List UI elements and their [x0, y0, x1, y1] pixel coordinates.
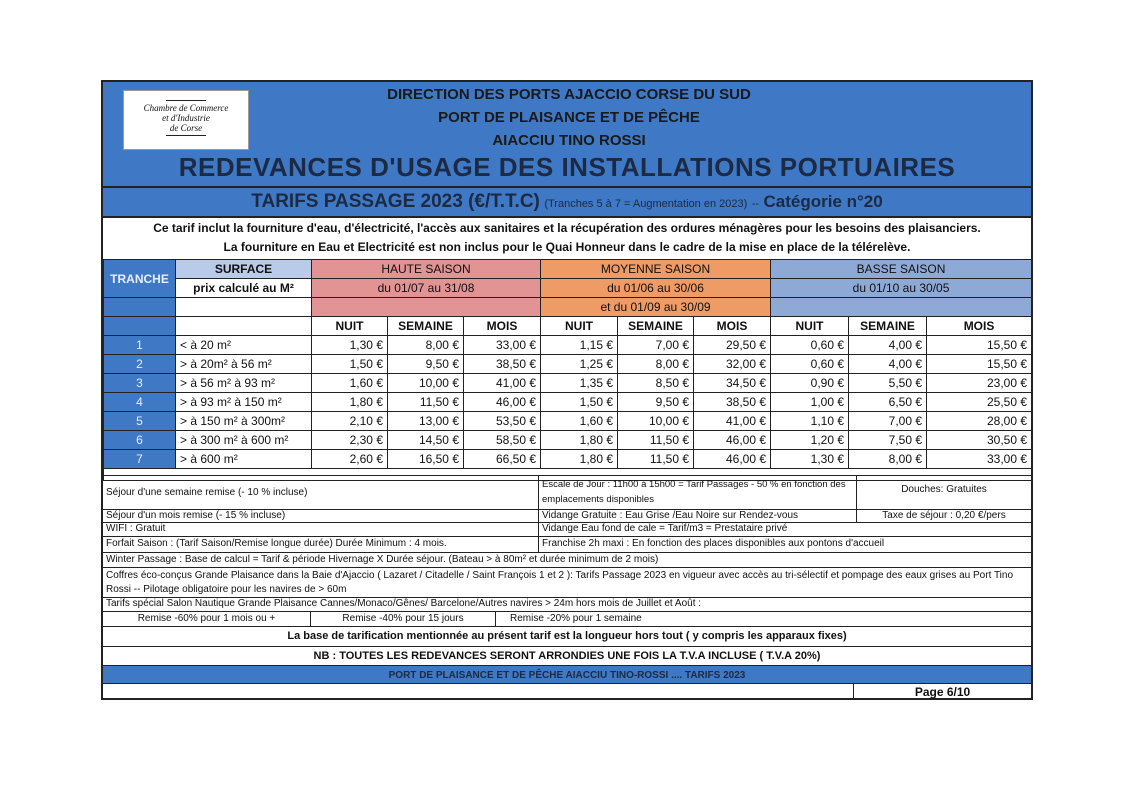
surface-header: SURFACE: [176, 260, 312, 279]
note-escale: Escale de Jour : 11h00 à 15h00 = Tarif Passages - 50 % en fonction des emplacements disponibles: [538, 476, 856, 509]
price-cell: 33,00 €: [464, 336, 541, 355]
note-row-8: [103, 611, 1031, 626]
price-cell: 7,00 €: [849, 412, 927, 431]
moyenne-saison-dates-1: du 01/06 au 30/06: [541, 279, 771, 298]
logo-line-1: Chambre de Commerce: [143, 103, 229, 113]
price-cell: 5,50 €: [849, 374, 927, 393]
price-cell: 15,50 €: [927, 355, 1032, 374]
note-vidange-cale: Vidange Eau fond de cale = Tarif/m3 = Prestataire privé: [538, 523, 856, 536]
price-cell: 58,50 €: [464, 431, 541, 450]
price-cell: 8,00 €: [849, 450, 927, 469]
col-semaine-moyenne: SEMAINE: [618, 317, 694, 336]
note-row-4: [103, 536, 1031, 552]
subheader-band: [103, 188, 1031, 218]
price-cell: 1,60 €: [541, 412, 618, 431]
note-row-7: [103, 597, 1031, 611]
price-cell: 6,50 €: [849, 393, 927, 412]
note-row-5: [103, 552, 1031, 567]
note-row-9: [103, 626, 1031, 646]
price-cell: 1,30 €: [312, 336, 388, 355]
tranche-row: [104, 431, 1032, 450]
tranche-header: TRANCHE: [104, 260, 176, 298]
page-title: REDEVANCES D'USAGE DES INSTALLATIONS PORTUAIRES: [178, 152, 956, 182]
cci-logo: [123, 90, 249, 150]
note-row-10: [103, 646, 1031, 665]
price-cell: 1,15 €: [541, 336, 618, 355]
note-forfait: Forfait Saison : (Tarif Saison/Remise longue durée) Durée Minimum : 4 mois.: [106, 538, 447, 549]
price-cell: 7,50 €: [849, 431, 927, 450]
note-remise-60: Remise -60% pour 1 mois ou +: [137, 613, 276, 624]
basse-saison-header: BASSE SAISON: [771, 260, 1032, 279]
price-cell: 25,50 €: [927, 393, 1032, 412]
note-vidange-grise: Vidange Gratuite : Eau Grise /Eau Noire sur Rendez-vous: [538, 510, 856, 522]
price-cell: 11,50 €: [618, 431, 694, 450]
price-cell: 66,50 €: [464, 450, 541, 469]
price-cell: 38,50 €: [694, 393, 771, 412]
price-cell: 46,00 €: [694, 450, 771, 469]
col-mois-basse: MOIS: [927, 317, 1032, 336]
price-cell: 2,10 €: [312, 412, 388, 431]
tranche-row: [104, 412, 1032, 431]
price-cell: 1,35 €: [541, 374, 618, 393]
col-nuit-basse: NUIT: [771, 317, 849, 336]
price-cell: 7,00 €: [618, 336, 694, 355]
col-mois-moyenne: MOIS: [694, 317, 771, 336]
note-row-3: [103, 522, 1031, 536]
price-cell: 38,50 €: [464, 355, 541, 374]
price-cell: 2,30 €: [312, 431, 388, 450]
surface-range: > à 600 m²: [176, 450, 312, 469]
tranche-number: 3: [104, 374, 176, 393]
note-taxe-sejour: Taxe de séjour : 0,20 €/pers: [856, 510, 1031, 522]
price-cell: 10,00 €: [618, 412, 694, 431]
page-number: Page 6/10: [853, 684, 1031, 700]
price-cell: 28,00 €: [927, 412, 1032, 431]
tariff-table: [103, 259, 1032, 481]
surface-range: > à 150 m² à 300m²: [176, 412, 312, 431]
price-cell: 1,00 €: [771, 393, 849, 412]
header-line-1: DIRECTION DES PORTS AJACCIO CORSE DU SUD: [387, 86, 751, 103]
note-nb-tva: NB : TOUTES LES REDEVANCES SERONT ARRONDIES UNE FOIS LA T.V.A INCLUSE ( T.V.A 20%): [313, 650, 821, 662]
subheader-main: TARIFS PASSAGE 2023 (€/T.T.C): [251, 191, 540, 212]
surface-range: < à 20 m²: [176, 336, 312, 355]
price-cell: 0,60 €: [771, 355, 849, 374]
price-cell: 1,50 €: [541, 393, 618, 412]
price-cell: 34,50 €: [694, 374, 771, 393]
note-remise-20: Remise -20% pour 1 semaine: [495, 612, 1031, 626]
price-cell: 16,50 €: [388, 450, 464, 469]
price-cell: 1,50 €: [312, 355, 388, 374]
header-block: [103, 82, 1031, 188]
price-cell: 1,80 €: [541, 450, 618, 469]
price-cell: 8,00 €: [388, 336, 464, 355]
surface-range: > à 20m² à 56 m²: [176, 355, 312, 374]
tranche-number: 7: [104, 450, 176, 469]
tranche-number: 1: [104, 336, 176, 355]
col-mois-haute: MOIS: [464, 317, 541, 336]
surface-range: > à 93 m² à 150 m²: [176, 393, 312, 412]
price-cell: 13,00 €: [388, 412, 464, 431]
tranche-rows: [104, 336, 1032, 469]
price-cell: 1,80 €: [312, 393, 388, 412]
price-cell: 46,00 €: [694, 431, 771, 450]
intro-line-1: Ce tarif inclut la fourniture d'eau, d'électricité, l'accès aux sanitaires et la récupération des ordures ménagères pour les besoins des plaisanciers.: [153, 221, 981, 235]
price-cell: 8,00 €: [618, 355, 694, 374]
note-sejour-semaine: Séjour d'une semaine remise (- 10 % incluse): [106, 487, 308, 498]
price-cell: 0,60 €: [771, 336, 849, 355]
subheader-note: (Tranches 5 à 7 = Augmentation en 2023): [544, 198, 748, 210]
header-line-3: AIACCIU TINO ROSSI: [492, 132, 646, 149]
tariff-sheet: [101, 80, 1033, 700]
note-row-2: [103, 509, 1031, 522]
price-cell: 33,00 €: [927, 450, 1032, 469]
header-line-2: PORT DE PLAISANCE ET DE PÊCHE: [438, 109, 700, 126]
price-cell: 14,50 €: [388, 431, 464, 450]
note-franchise: Franchise 2h maxi : En fonction des places disponibles aux pontons d'accueil: [538, 537, 1031, 552]
price-cell: 53,50 €: [464, 412, 541, 431]
note-coffres: Coffres éco-conçus Grande Plaisance dans la Baie d'Ajaccio ( Lazaret / Citadelle / Saint François 1 et 2 ): Tarifs Passage 2023 en vigueur avec accès au tri-sélectif et pompage des eaux grises au Port Tino Rossi -- Pilotage obligatoire pour les navires de > 60m: [106, 570, 1014, 595]
note-sejour-mois: Séjour d'un mois remise (- 15 % incluse): [106, 510, 286, 521]
col-semaine-haute: SEMAINE: [388, 317, 464, 336]
note-winter: Winter Passage : Base de calcul = Tarif & période Hivernage X Durée séjour. (Bateau > à 80m² et durée minimum de 2 mois): [106, 554, 659, 565]
tranche-number: 4: [104, 393, 176, 412]
footer-band: PORT DE PLAISANCE ET DE PÊCHE AIACCIU TINO-ROSSI .... TARIFS 2023: [103, 665, 1031, 684]
price-cell: 29,50 €: [694, 336, 771, 355]
price-cell: 1,20 €: [771, 431, 849, 450]
price-cell: 9,50 €: [388, 355, 464, 374]
intro-text: [103, 219, 1031, 257]
note-douches: Douches: Gratuites: [856, 476, 1031, 509]
price-cell: 23,00 €: [927, 374, 1032, 393]
haute-saison-header: HAUTE SAISON: [312, 260, 541, 279]
tranche-number: 5: [104, 412, 176, 431]
price-cell: 4,00 €: [849, 336, 927, 355]
price-cell: 41,00 €: [694, 412, 771, 431]
tranche-row: [104, 355, 1032, 374]
moyenne-saison-header: MOYENNE SAISON: [541, 260, 771, 279]
price-cell: 0,90 €: [771, 374, 849, 393]
moyenne-saison-dates-2: et du 01/09 au 30/09: [541, 298, 771, 317]
intro-line-2: La fourniture en Eau et Electricité est non inclus pour le Quai Honneur dans le cadre de la mise en place de la télérelève.: [223, 240, 911, 254]
price-cell: 41,00 €: [464, 374, 541, 393]
price-cell: 30,50 €: [927, 431, 1032, 450]
note-remise-40: Remise -40% pour 15 jours: [310, 612, 495, 626]
price-cell: 1,30 €: [771, 450, 849, 469]
price-cell: 15,50 €: [927, 336, 1032, 355]
note-salon: Tarifs spécial Salon Nautique Grande Plaisance Cannes/Monaco/Gênes/ Barcelone/Autres navires > 24m hors mois de Juillet et Août :: [106, 598, 702, 609]
basse-saison-dates: du 01/10 au 30/05: [771, 279, 1032, 298]
haute-saison-dates: du 01/07 au 31/08: [312, 279, 541, 298]
price-cell: 1,25 €: [541, 355, 618, 374]
surface-range: > à 56 m² à 93 m²: [176, 374, 312, 393]
price-cell: 11,50 €: [388, 393, 464, 412]
price-cell: 1,60 €: [312, 374, 388, 393]
surface-range: > à 300 m² à 600 m²: [176, 431, 312, 450]
price-cell: 10,00 €: [388, 374, 464, 393]
tranche-row: [104, 336, 1032, 355]
col-nuit-haute: NUIT: [312, 317, 388, 336]
subheader-category: Catégorie n°20: [763, 192, 883, 211]
price-cell: 32,00 €: [694, 355, 771, 374]
note-base-tarification: La base de tarification mentionnée au présent tarif est la longueur hors tout ( y compris les apparaux fixes): [287, 630, 847, 642]
price-cell: 2,60 €: [312, 450, 388, 469]
price-cell: 1,10 €: [771, 412, 849, 431]
tranche-number: 6: [104, 431, 176, 450]
price-cell: 9,50 €: [618, 393, 694, 412]
price-cell: 1,80 €: [541, 431, 618, 450]
tranche-row: [104, 450, 1032, 469]
price-cell: 46,00 €: [464, 393, 541, 412]
price-cell: 8,50 €: [618, 374, 694, 393]
tranche-row: [104, 374, 1032, 393]
tranche-number: 2: [104, 355, 176, 374]
col-semaine-basse: SEMAINE: [849, 317, 927, 336]
surface-subheader: prix calculé au M²: [176, 279, 312, 298]
logo-line-3: de Corse: [169, 123, 203, 133]
logo-line-2: et d'Industrie: [162, 113, 210, 123]
col-nuit-moyenne: NUIT: [541, 317, 618, 336]
note-wifi: WIFI : Gratuit: [106, 523, 166, 534]
note-row-1: [103, 475, 1031, 509]
tranche-row: [104, 393, 1032, 412]
price-cell: 4,00 €: [849, 355, 927, 374]
subheader-sep: --: [751, 198, 760, 210]
price-cell: 11,50 €: [618, 450, 694, 469]
note-row-6: [103, 567, 1031, 597]
